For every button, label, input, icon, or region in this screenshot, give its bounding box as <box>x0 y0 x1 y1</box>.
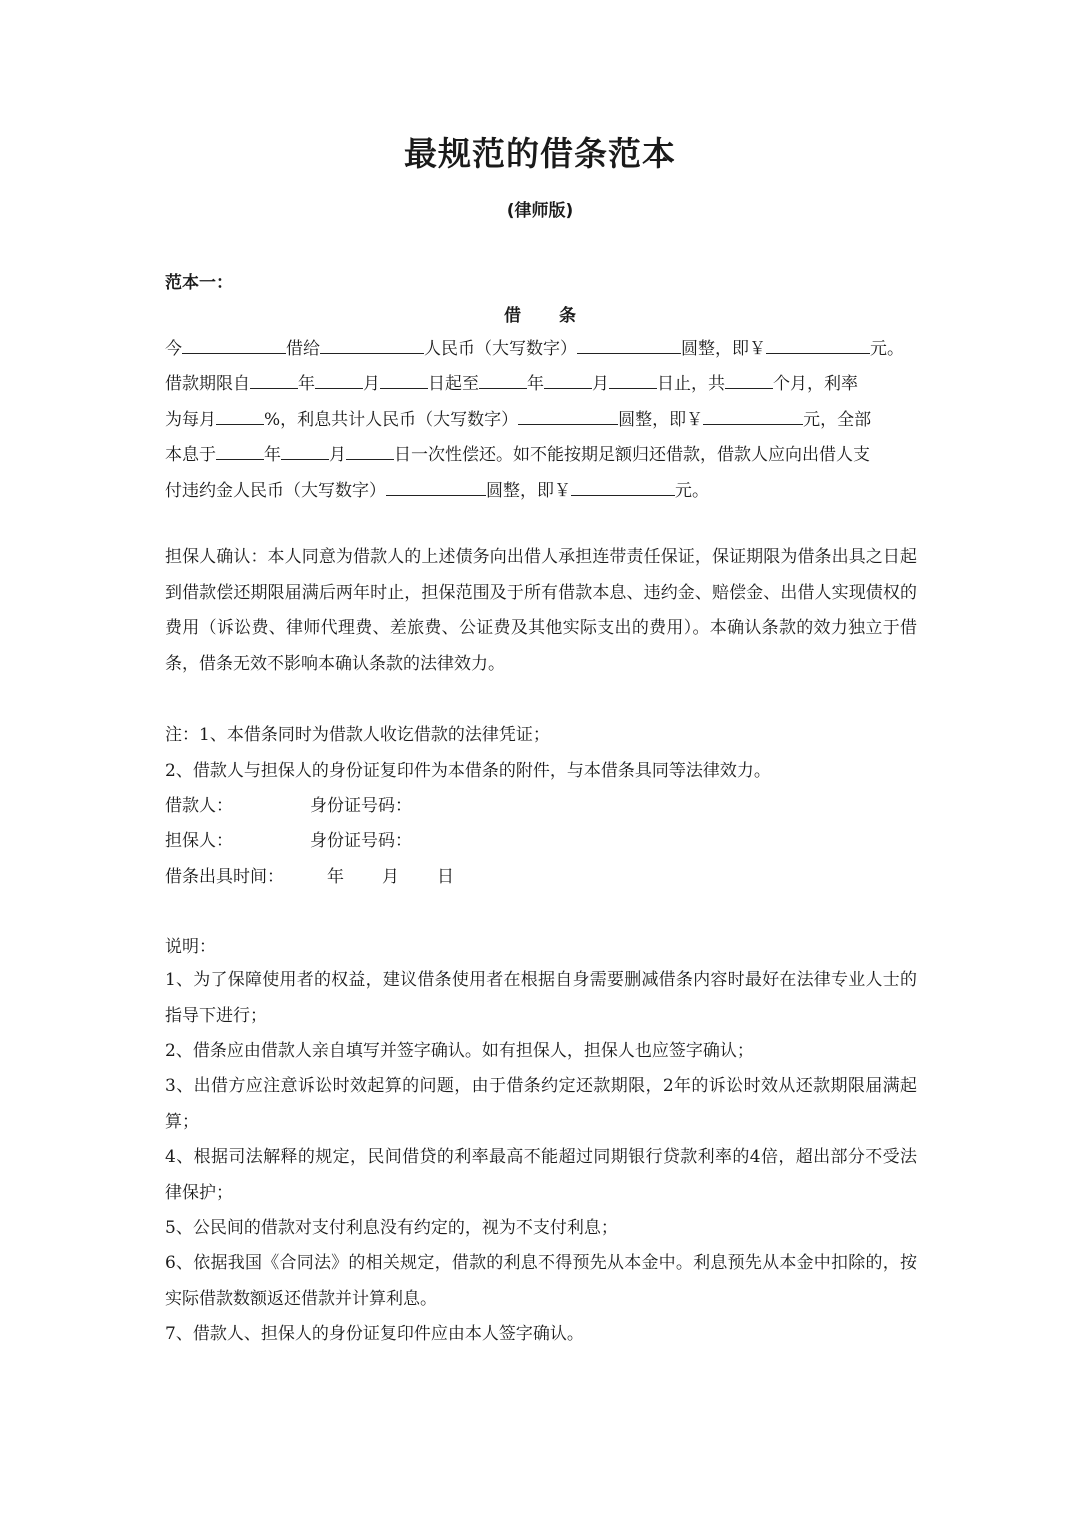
iou-text: 圆整，即￥ <box>618 410 704 430</box>
iou-text: 付违约金人民币（大写数字） <box>165 481 386 501</box>
section-label: 范本一： <box>165 273 233 293</box>
borrower-name-blank[interactable] <box>320 336 424 354</box>
guarantee-paragraph: 担保人确认：本人同意为借款人的上述债务向出借人承担连带责任保证，保证期限为借条出具之日起到借款偿还期限届满后两年时止，担保范围及于所有借款本息、违约金、赔偿金、出借人实现债权的费用（诉讼费、律师代理费、差旅费、公证费及其他实际支出的费用）。本确认条款的效力独立于借条，借条无效不影响本确认条款的法律效力。 <box>165 547 917 674</box>
penalty-number-blank[interactable] <box>571 478 675 496</box>
date-year: 年 <box>327 867 344 887</box>
iou-text: 日起至 <box>428 374 479 394</box>
guarantor-label: 担保人： <box>165 831 233 851</box>
iou-text: 年 <box>298 374 315 394</box>
note-1: 注：1、本借条同时为借款人收讫借款的法律凭证； <box>165 725 550 745</box>
iou-line-1 <box>165 336 904 360</box>
iou-heading-left: 借 <box>504 306 521 326</box>
guarantor-id-label: 身份证号码： <box>310 831 412 851</box>
start-day-blank[interactable] <box>380 371 428 389</box>
iou-text: 人民币（大写数字） <box>424 339 577 359</box>
iou-text: 为每月 <box>165 410 216 430</box>
explanation-item-6: 6、依据我国《合同法》的相关规定，借款的利息不得预先从本金中。利息预先从本金中扣除的，按实际借款数额返还借款并计算利息。 <box>165 1253 917 1309</box>
iou-text: 年 <box>527 374 544 394</box>
explanation-item-4: 4、根据司法解释的规定，民间借贷的利率最高不能超过同期银行贷款利率的4倍，超出部分不受法律保护； <box>165 1147 917 1203</box>
date-day: 日 <box>437 867 454 887</box>
repay-year-blank[interactable] <box>216 442 264 460</box>
iou-text: 借款期限自 <box>165 374 250 394</box>
repay-month-blank[interactable] <box>281 442 329 460</box>
explanation-item-7: 7、借款人、担保人的身份证复印件应由本人签字确认。 <box>165 1324 584 1344</box>
explanation-item-5: 5、公民间的借款对支付利息没有约定的，视为不支付利息； <box>165 1218 618 1238</box>
document-subtitle: (律师版) <box>506 201 574 221</box>
iou-text: 圆整，即￥ <box>681 339 766 359</box>
iou-text: 元。 <box>870 339 904 359</box>
explanation-heading: 说明： <box>165 937 216 957</box>
iou-line-2 <box>165 371 858 395</box>
iou-heading <box>0 301 1080 326</box>
start-month-blank[interactable] <box>315 371 363 389</box>
iou-text: 年 <box>264 445 281 465</box>
guarantor-line <box>165 830 412 852</box>
iou-heading-right: 条 <box>559 306 576 326</box>
iou-text: 元，全部 <box>803 410 872 430</box>
iou-line-3 <box>165 407 871 431</box>
interest-words-blank[interactable] <box>518 407 618 425</box>
note-2: 2、借款人与担保人的身份证复印件为本借条的附件，与本借条具同等法律效力。 <box>165 761 771 781</box>
date-month: 月 <box>382 867 399 887</box>
iou-text: 圆整，即￥ <box>486 481 571 501</box>
amount-number-blank[interactable] <box>766 336 870 354</box>
lender-name-blank[interactable] <box>182 336 286 354</box>
iou-text: %，利息共计人民币（大写数字） <box>264 410 519 430</box>
iou-text: 个月，利率 <box>773 374 858 394</box>
interest-number-blank[interactable] <box>703 407 803 425</box>
iou-text: 日一次性偿还。如不能按期足额归还借款，借款人应向出借人支 <box>394 445 870 465</box>
amount-words-blank[interactable] <box>577 336 681 354</box>
document-title: 最规范的借条范本 <box>404 134 676 173</box>
iou-line-5 <box>165 478 709 502</box>
penalty-words-blank[interactable] <box>386 478 486 496</box>
iou-text: 今 <box>165 339 182 359</box>
iou-text: 月 <box>329 445 346 465</box>
date-line <box>165 866 454 888</box>
iou-text: 日止，共 <box>657 374 725 394</box>
borrower-label: 借款人： <box>165 796 233 816</box>
months-blank[interactable] <box>725 371 773 389</box>
iou-text: 借给 <box>286 339 320 359</box>
date-label: 借条出具时间： <box>165 867 284 887</box>
iou-text: 本息于 <box>165 445 216 465</box>
iou-text: 元。 <box>675 481 709 501</box>
iou-text: 月 <box>592 374 609 394</box>
iou-line-4 <box>165 442 870 466</box>
end-month-blank[interactable] <box>544 371 592 389</box>
end-year-blank[interactable] <box>479 371 527 389</box>
end-day-blank[interactable] <box>609 371 657 389</box>
explanation-item-2: 2、借条应由借款人亲自填写并签字确认。如有担保人，担保人也应签字确认； <box>165 1041 754 1061</box>
iou-text: 月 <box>363 374 380 394</box>
rate-blank[interactable] <box>216 407 264 425</box>
start-year-blank[interactable] <box>250 371 298 389</box>
borrower-id-label: 身份证号码： <box>310 796 412 816</box>
explanation-item-1: 1、为了保障使用者的权益，建议借条使用者在根据自身需要删减借条内容时最好在法律专业人士的指导下进行； <box>165 970 917 1026</box>
explanation-item-3: 3、出借方应注意诉讼时效起算的问题，由于借条约定还款期限，2年的诉讼时效从还款期限届满起算； <box>165 1076 917 1132</box>
repay-day-blank[interactable] <box>346 442 394 460</box>
borrower-line <box>165 795 412 817</box>
